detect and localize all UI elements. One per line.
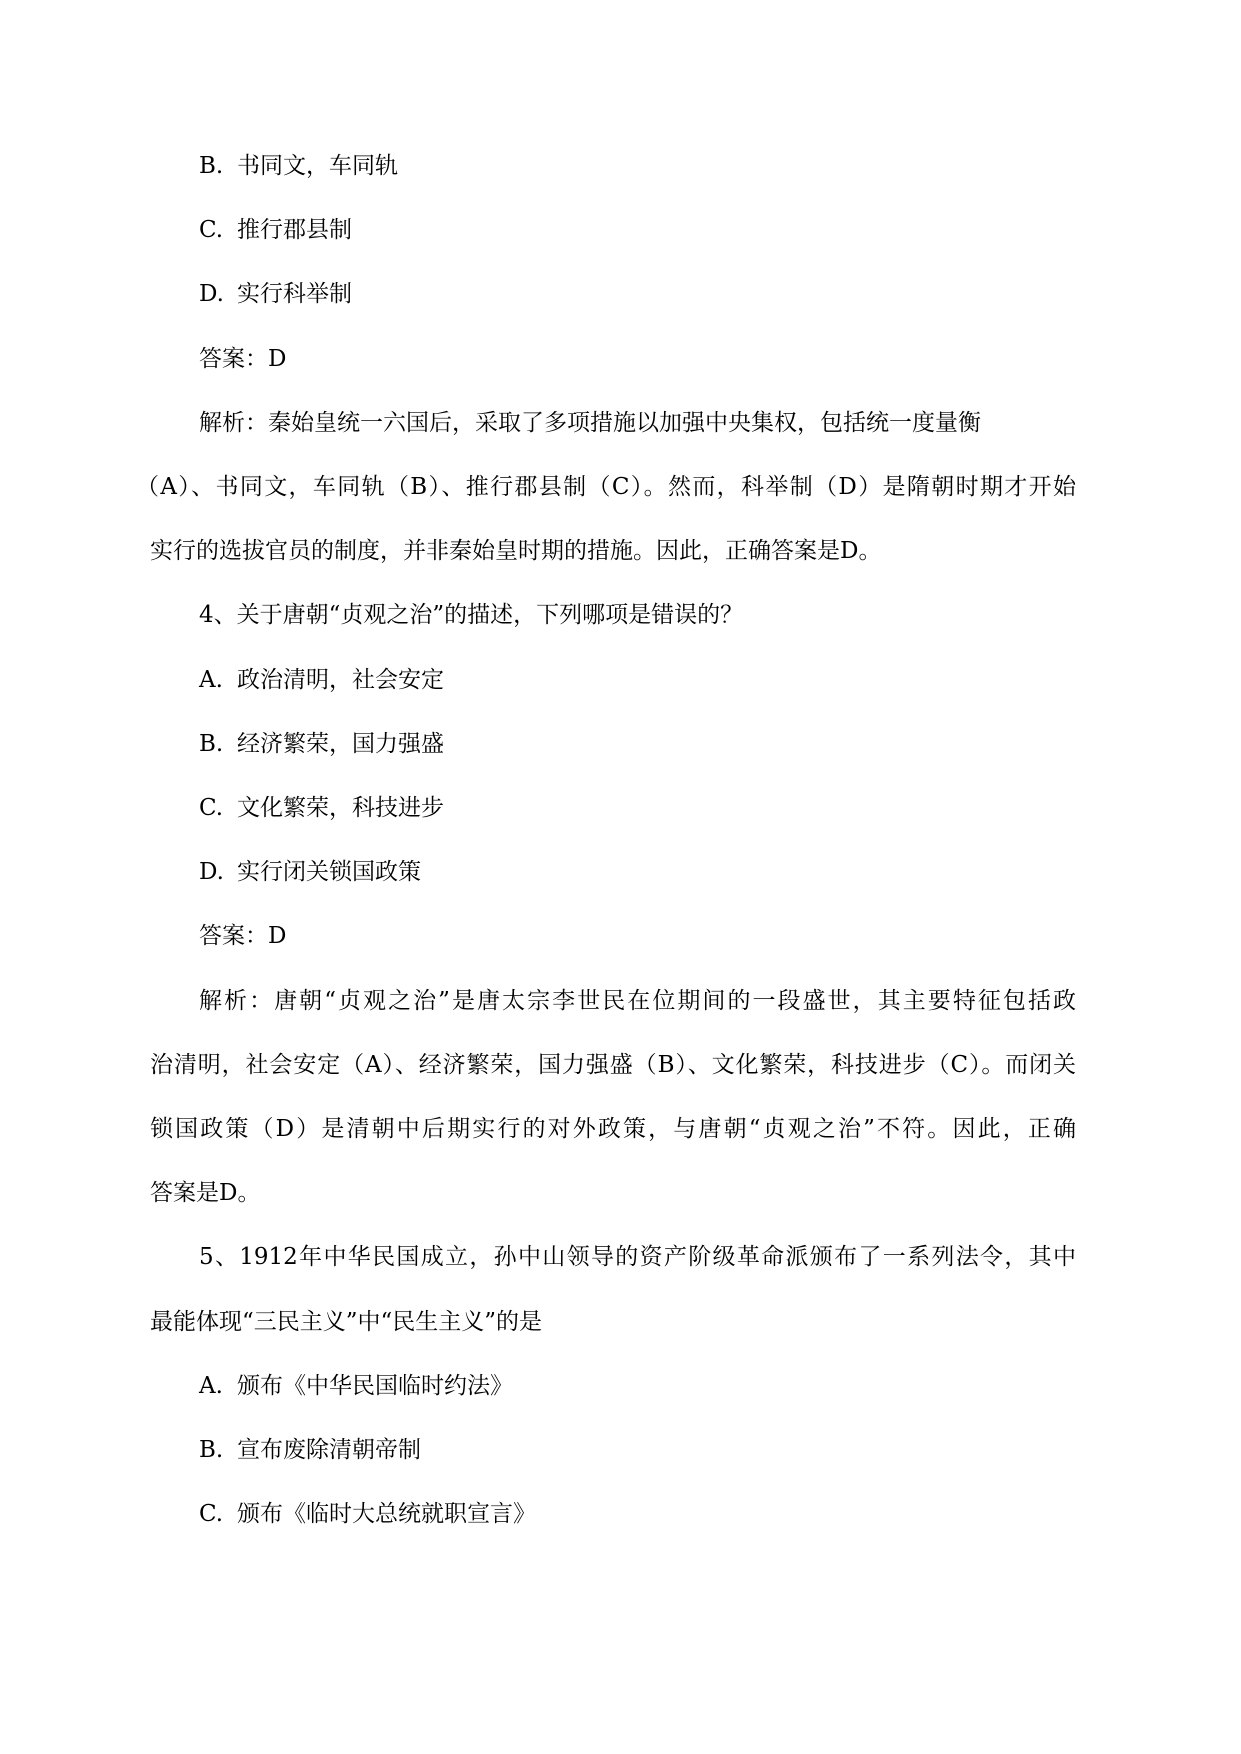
q5-option-b <box>199 1435 421 1465</box>
q4-option-c <box>199 793 444 823</box>
option-text: 颁布《临时大总统就职宣言》 <box>237 1501 536 1527</box>
q3-analysis-line-2: （A）、书同文，车同轨（B）、推行郡县制（C）。然而，科举制（D）是隋朝时期才开始 <box>136 474 1076 500</box>
option-letter: A. <box>199 667 223 693</box>
option-letter: D. <box>199 281 224 307</box>
option-letter: B. <box>199 153 224 179</box>
option-letter: C. <box>199 217 224 243</box>
q4-option-a <box>199 665 444 695</box>
q4-question: 4、关于唐朝“贞观之治”的描述，下列哪项是错误的？ <box>199 602 744 628</box>
q5-question-line-2: 最能体现“三民主义”中“民生主义”的是 <box>150 1309 543 1335</box>
option-text: 颁布《中华民国临时约法》 <box>237 1373 513 1399</box>
q4-analysis-line-2: 治清明，社会安定（A）、经济繁荣，国力强盛（B）、文化繁荣，科技进步（C）。而闭关 <box>150 1052 1076 1078</box>
option-letter: A. <box>199 1373 223 1399</box>
q3-option-b <box>199 151 398 181</box>
option-text: 文化繁荣，科技进步 <box>237 795 444 821</box>
q4-answer: 答案：D <box>199 923 287 949</box>
q5-option-a <box>199 1371 513 1401</box>
q5-question-line-1: 5、1912年中华民国成立，孙中山领导的资产阶级革命派颁布了一系列法令，其中 <box>199 1244 1076 1270</box>
q3-option-c <box>199 215 352 245</box>
q3-analysis-line-1: 解析：秦始皇统一六国后，采取了多项措施以加强中央集权，包括统一度量衡 <box>199 410 981 436</box>
option-letter: C. <box>199 1501 224 1527</box>
q3-analysis-line-3: 实行的选拔官员的制度，并非秦始皇时期的措施。因此，正确答案是D。 <box>150 538 882 564</box>
option-letter: D. <box>199 859 224 885</box>
option-text: 实行科举制 <box>237 281 352 307</box>
option-text: 政治清明，社会安定 <box>237 667 444 693</box>
option-text: 推行郡县制 <box>237 217 352 243</box>
q4-option-d <box>199 857 421 887</box>
q4-option-b <box>199 729 444 759</box>
q3-answer: 答案：D <box>199 346 287 372</box>
q3-option-d <box>199 279 352 309</box>
q4-analysis-line-4: 答案是D。 <box>150 1180 261 1206</box>
option-text: 书同文，车同轨 <box>237 153 398 179</box>
option-text: 实行闭关锁国政策 <box>237 859 421 885</box>
option-text: 宣布废除清朝帝制 <box>237 1437 421 1463</box>
q4-analysis-line-1: 解析：唐朝“贞观之治”是唐太宗李世民在位期间的一段盛世，其主要特征包括政 <box>199 988 1076 1014</box>
q4-analysis-line-3: 锁国政策（D）是清朝中后期实行的对外政策，与唐朝“贞观之治”不符。因此，正确 <box>150 1116 1076 1142</box>
q5-option-c <box>199 1499 536 1529</box>
option-letter: C. <box>199 795 224 821</box>
option-letter: B. <box>199 1437 224 1463</box>
option-letter: B. <box>199 731 224 757</box>
option-text: 经济繁荣，国力强盛 <box>237 731 444 757</box>
